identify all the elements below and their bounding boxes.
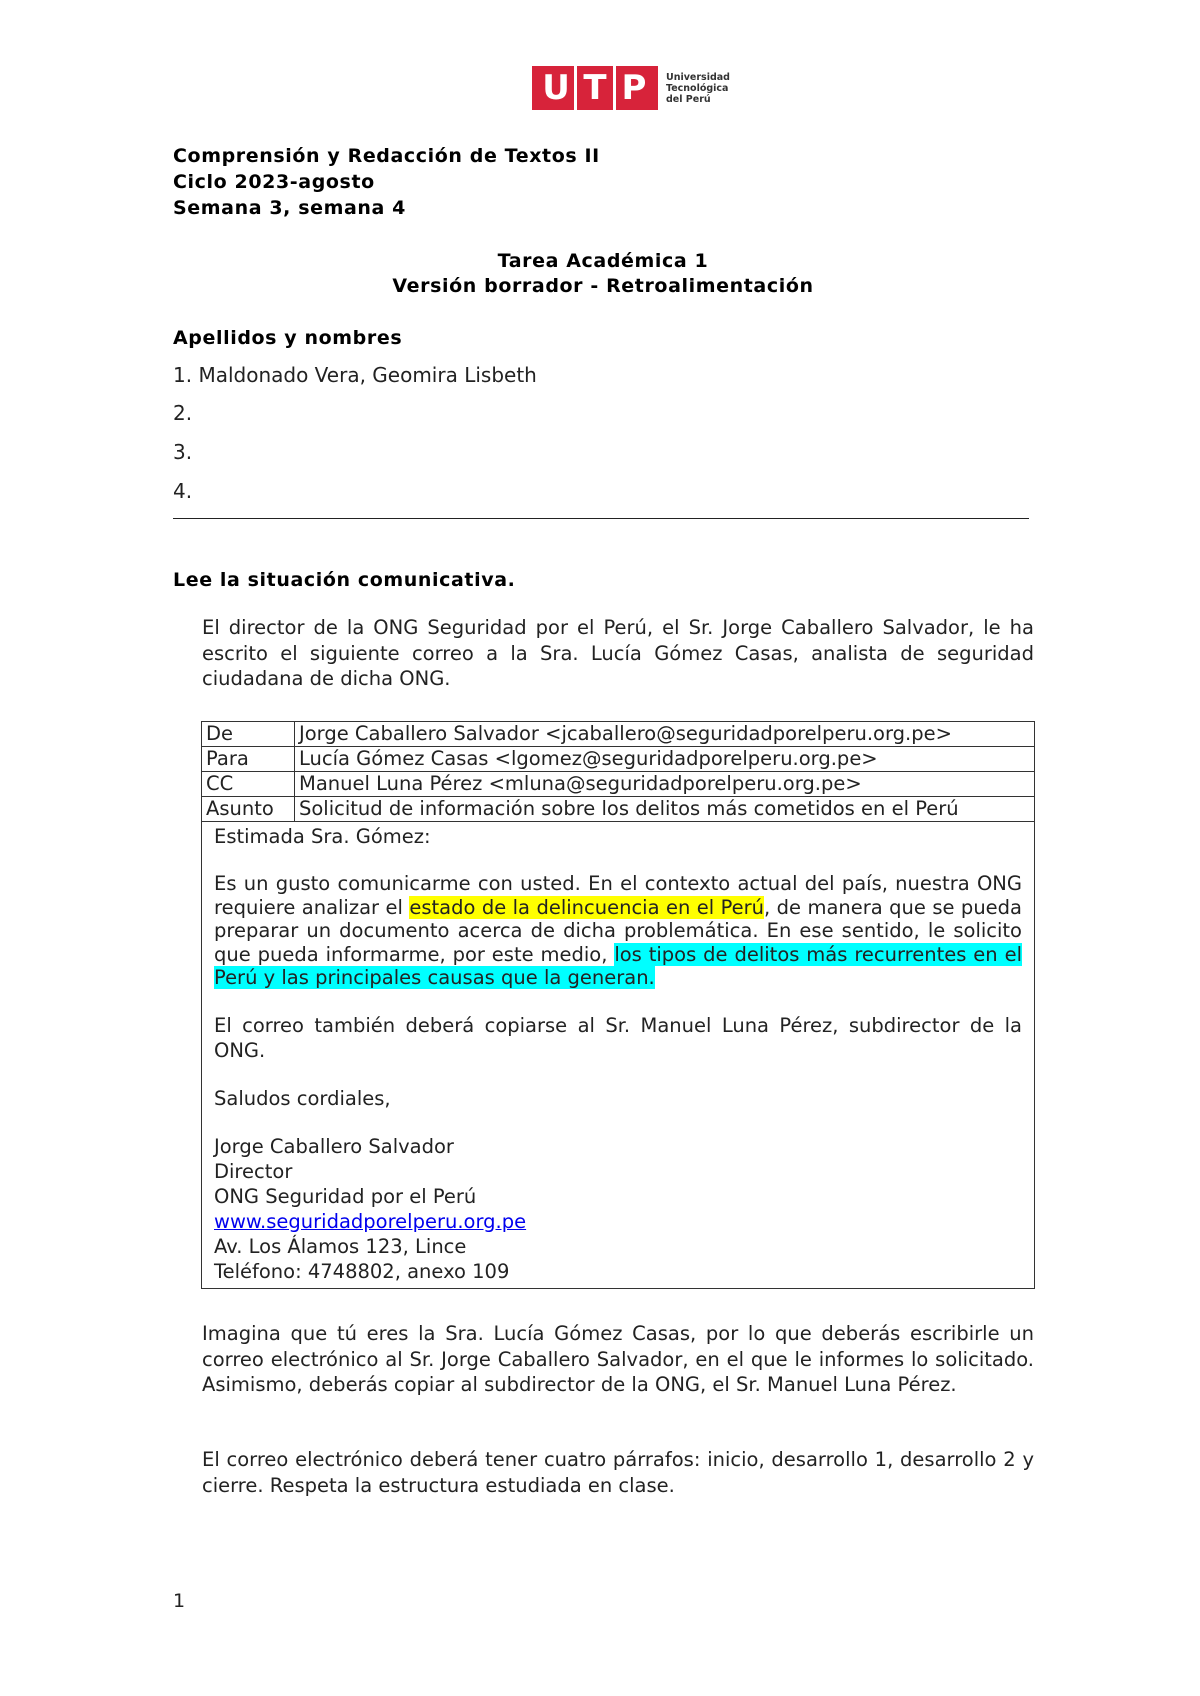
instructions-paragraph-1: Imagina que tú eres la Sra. Lucía Gómez Casas, por lo que deberás escribirle un correo electrónico al Sr. Jorge Caballero Salvador, en el que le informes lo solicitado. Asimismo, deberás copiar al subdirector de la ONG, el Sr. Manuel Luna Pérez. <box>202 1322 1034 1396</box>
email-value: Solicitud de información sobre los delitos más cometidos en el Perú <box>295 797 1035 822</box>
email-label: CC <box>202 772 295 797</box>
utp-logo <box>532 66 730 110</box>
highlight-yellow: estado de la delincuencia en el Perú <box>409 895 765 919</box>
name-item-4: 4. <box>173 479 193 503</box>
situation-heading: Lee la situación comunicativa. <box>173 569 516 591</box>
course-cycle: Ciclo 2023-agosto <box>173 171 375 193</box>
signature-website-link[interactable]: www.seguridadporelperu.org.pe <box>214 1209 527 1233</box>
email-row-subject <box>202 797 1035 822</box>
logo-mark <box>532 66 658 110</box>
email-value: Lucía Gómez Casas <lgomez@seguridadporelperu.org.pe> <box>295 747 1035 772</box>
email-label: Asunto <box>202 797 295 822</box>
signature-org: ONG Seguridad por el Perú <box>214 1184 477 1208</box>
course-weeks: Semana 3, semana 4 <box>173 197 407 219</box>
situation-intro: El director de la ONG Seguridad por el Perú, el Sr. Jorge Caballero Salvador, le ha escrito el siguiente correo a la Sra. Lucía Gómez Casas, analista de seguridad ciudadana de dicha ONG. <box>202 616 1034 690</box>
email-body <box>202 822 1035 1289</box>
email-value: Manuel Luna Pérez <mluna@seguridadporelperu.org.pe> <box>295 772 1035 797</box>
email-row-from <box>202 722 1035 747</box>
name-item-3: 3. <box>173 440 193 464</box>
logo-letter-p: P <box>621 68 647 108</box>
email-row-cc <box>202 772 1035 797</box>
email-label: Para <box>202 747 295 772</box>
divider-line <box>173 518 1029 519</box>
instructions-paragraph-2: El correo electrónico deberá tener cuatro párrafos: inicio, desarrollo 1, desarrollo 2 y cierre. Respeta la estructura estudiada en clase. <box>202 1448 1034 1497</box>
name-item-1: 1. Maldonado Vera, Geomira Lisbeth <box>173 363 537 387</box>
assignment-title: Tarea Académica 1 <box>497 250 709 272</box>
logo-letter-t: T <box>583 68 607 108</box>
signature-name: Jorge Caballero Salvador <box>214 1134 454 1158</box>
email-value: Jorge Caballero Salvador <jcaballero@seguridadporelperu.org.pe> <box>295 722 1035 747</box>
email-row-to <box>202 747 1035 772</box>
assignment-subtitle: Versión borrador - Retroalimentación <box>392 275 814 297</box>
signature-role: Director <box>214 1159 293 1183</box>
names-heading: Apellidos y nombres <box>173 327 403 349</box>
signature-address: Av. Los Álamos 123, Lince <box>214 1234 467 1258</box>
course-title: Comprensión y Redacción de Textos II <box>173 145 600 167</box>
logo-wordmark: Universidad Tecnológica del Perú <box>666 71 730 105</box>
email-closing: Saludos cordiales, <box>214 1086 391 1110</box>
page-number: 1 <box>173 1590 186 1612</box>
email-body-row <box>202 822 1035 1289</box>
email-paragraph-1: Es un gusto comunicarme con usted. En el contexto actual del país, nuestra ONG requiere analizar el estado de la delincuencia en el Perú, de manera que se pueda preparar un documento acerca de dicha problemática. En ese sentido, le solicito que pueda informarme, por este medio, los tipos de delitos más recurrentes en el Perú y las principales causas que la generan. <box>214 872 1022 989</box>
email-table <box>201 721 1035 1289</box>
email-greeting: Estimada Sra. Gómez: <box>214 825 431 848</box>
logo-letter-u: U <box>542 68 570 108</box>
email-label: De <box>202 722 295 747</box>
email-paragraph-2: El correo también deberá copiarse al Sr. Manuel Luna Pérez, subdirector de la ONG. <box>214 1013 1022 1062</box>
highlight-cyan: los tipos de delitos más recurrentes en el Perú y las principales causas que la generan. <box>214 942 1022 989</box>
signature-phone: Teléfono: 4748802, anexo 109 <box>214 1259 510 1283</box>
name-item-2: 2. <box>173 401 193 425</box>
